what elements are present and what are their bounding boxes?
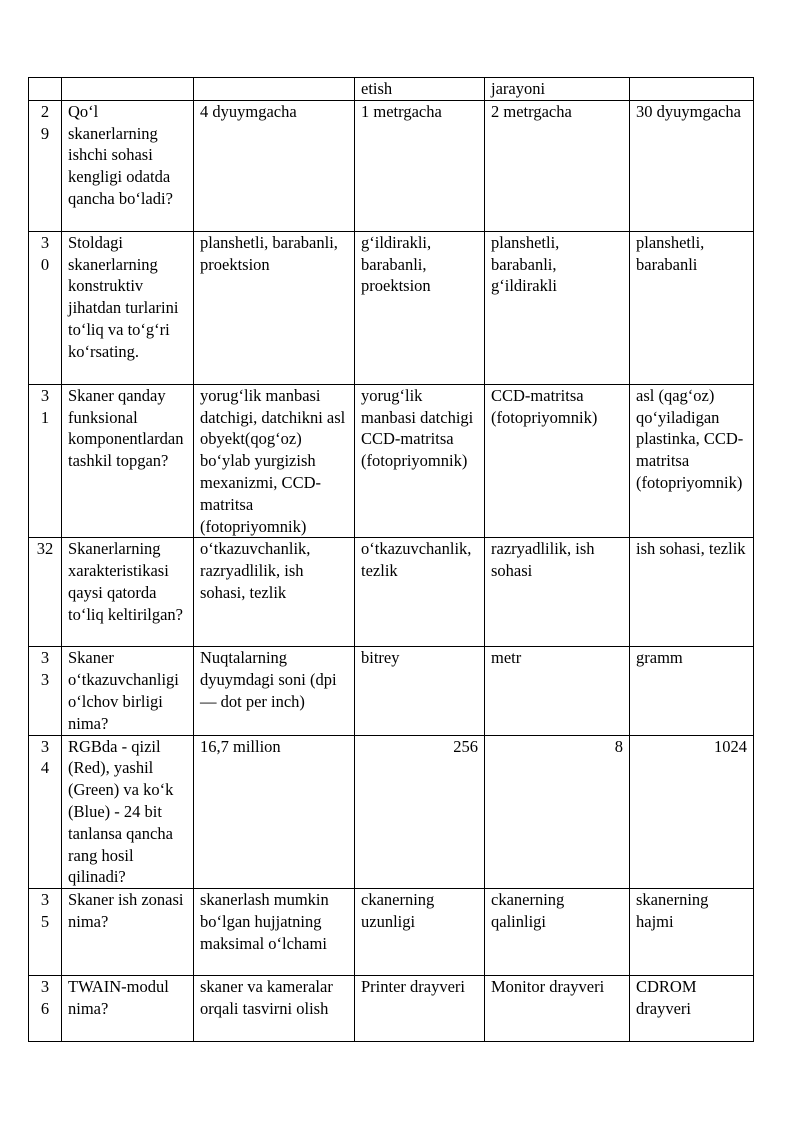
- table-row: [29, 976, 754, 1042]
- question-text: RGBda - qizil (Red), yashil (Green) va ko‘k (Blue) - 24 bit tanlansa qancha rang hosil qilinadi?: [62, 735, 194, 889]
- question-number: 31: [29, 384, 62, 538]
- table-row: [29, 78, 754, 101]
- question-number: 29: [29, 100, 62, 231]
- answer-option: g‘ildirakli, barabanli, proektsion: [355, 231, 485, 384]
- answer-option: gramm: [630, 647, 754, 735]
- answer-option: razryadlilik, ish sohasi: [485, 538, 630, 647]
- answer-option: CDROM drayveri: [630, 976, 754, 1042]
- answer-option: yorug‘lik manbasi datchigi, datchikni asl obyekt(qog‘oz) bo‘ylab yurgizish mexanizmi, CCD-matritsa (fotopriyomnik): [194, 384, 355, 538]
- answer-option: ckanerning qalinligi: [485, 889, 630, 976]
- answer-option: skanerlash mumkin bo‘lgan hujjatning maksimal o‘lchami: [194, 889, 355, 976]
- question-text: Skaner o‘tkazuvchanligi o‘lchov birligi nima?: [62, 647, 194, 735]
- answer-option: Nuqtalarning dyuymdagi soni (dpi — dot per inch): [194, 647, 355, 735]
- question-text: Skaner ish zonasi nima?: [62, 889, 194, 976]
- quiz-table: [28, 77, 754, 1042]
- answer-option: 8: [485, 735, 630, 889]
- answer-option: 256: [355, 735, 485, 889]
- answer-option: ish sohasi, tezlik: [630, 538, 754, 647]
- answer-option: yorug‘lik manbasi datchigi CCD-matritsa (fotopriyomnik): [355, 384, 485, 538]
- question-number: 34: [29, 735, 62, 889]
- answer-option: 1 metrgacha: [355, 100, 485, 231]
- table-row: [29, 735, 754, 889]
- table-cell: [194, 78, 355, 101]
- question-text: TWAIN-modul nima?: [62, 976, 194, 1042]
- table-cell: [62, 78, 194, 101]
- table-cell: etish: [355, 78, 485, 101]
- question-number: 36: [29, 976, 62, 1042]
- answer-option: planshetli, barabanli: [630, 231, 754, 384]
- answer-option: ckanerning uzunligi: [355, 889, 485, 976]
- answer-option: skanerning hajmi: [630, 889, 754, 976]
- answer-option: 2 metrgacha: [485, 100, 630, 231]
- question-text: Skanerlarning xarakteristikasi qaysi qatorda to‘liq keltirilgan?: [62, 538, 194, 647]
- answer-option: metr: [485, 647, 630, 735]
- table-row: [29, 384, 754, 538]
- answer-option: planshetli, barabanli, proektsion: [194, 231, 355, 384]
- answer-option: skaner va kameralar orqali tasvirni olish: [194, 976, 355, 1042]
- answer-option: Monitor drayveri: [485, 976, 630, 1042]
- answer-option: o‘tkazuvchanlik, tezlik: [355, 538, 485, 647]
- answer-option: planshetli, barabanli, g‘ildirakli: [485, 231, 630, 384]
- table-row: [29, 647, 754, 735]
- question-number: 30: [29, 231, 62, 384]
- answer-option: asl (qag‘oz) qo‘yiladigan plastinka, CCD-matritsa (fotopriyomnik): [630, 384, 754, 538]
- table-cell: [29, 78, 62, 101]
- answer-option: 16,7 million: [194, 735, 355, 889]
- question-text: Qo‘l skanerlarning ishchi sohasi kengligi odatda qancha bo‘ladi?: [62, 100, 194, 231]
- question-text: Stoldagi skanerlarning konstruktiv jihatdan turlarini to‘liq va to‘g‘ri ko‘rsating.: [62, 231, 194, 384]
- question-text: Skaner qanday funksional komponentlardan tashkil topgan?: [62, 384, 194, 538]
- answer-option: 4 dyuymgacha: [194, 100, 355, 231]
- answer-option: o‘tkazuvchanlik, razryadlilik, ish sohasi, tezlik: [194, 538, 355, 647]
- answer-option: CCD-matritsa (fotopriyomnik): [485, 384, 630, 538]
- table-cell: jarayoni: [485, 78, 630, 101]
- answer-option: bitrey: [355, 647, 485, 735]
- table-row: [29, 231, 754, 384]
- question-number: 35: [29, 889, 62, 976]
- table-row: [29, 538, 754, 647]
- table-row: [29, 889, 754, 976]
- answer-option: Printer drayveri: [355, 976, 485, 1042]
- table-cell: [630, 78, 754, 101]
- question-number: 32: [29, 538, 62, 647]
- answer-option: 30 dyuymgacha: [630, 100, 754, 231]
- question-number: 33: [29, 647, 62, 735]
- table-row: [29, 100, 754, 231]
- answer-option: 1024: [630, 735, 754, 889]
